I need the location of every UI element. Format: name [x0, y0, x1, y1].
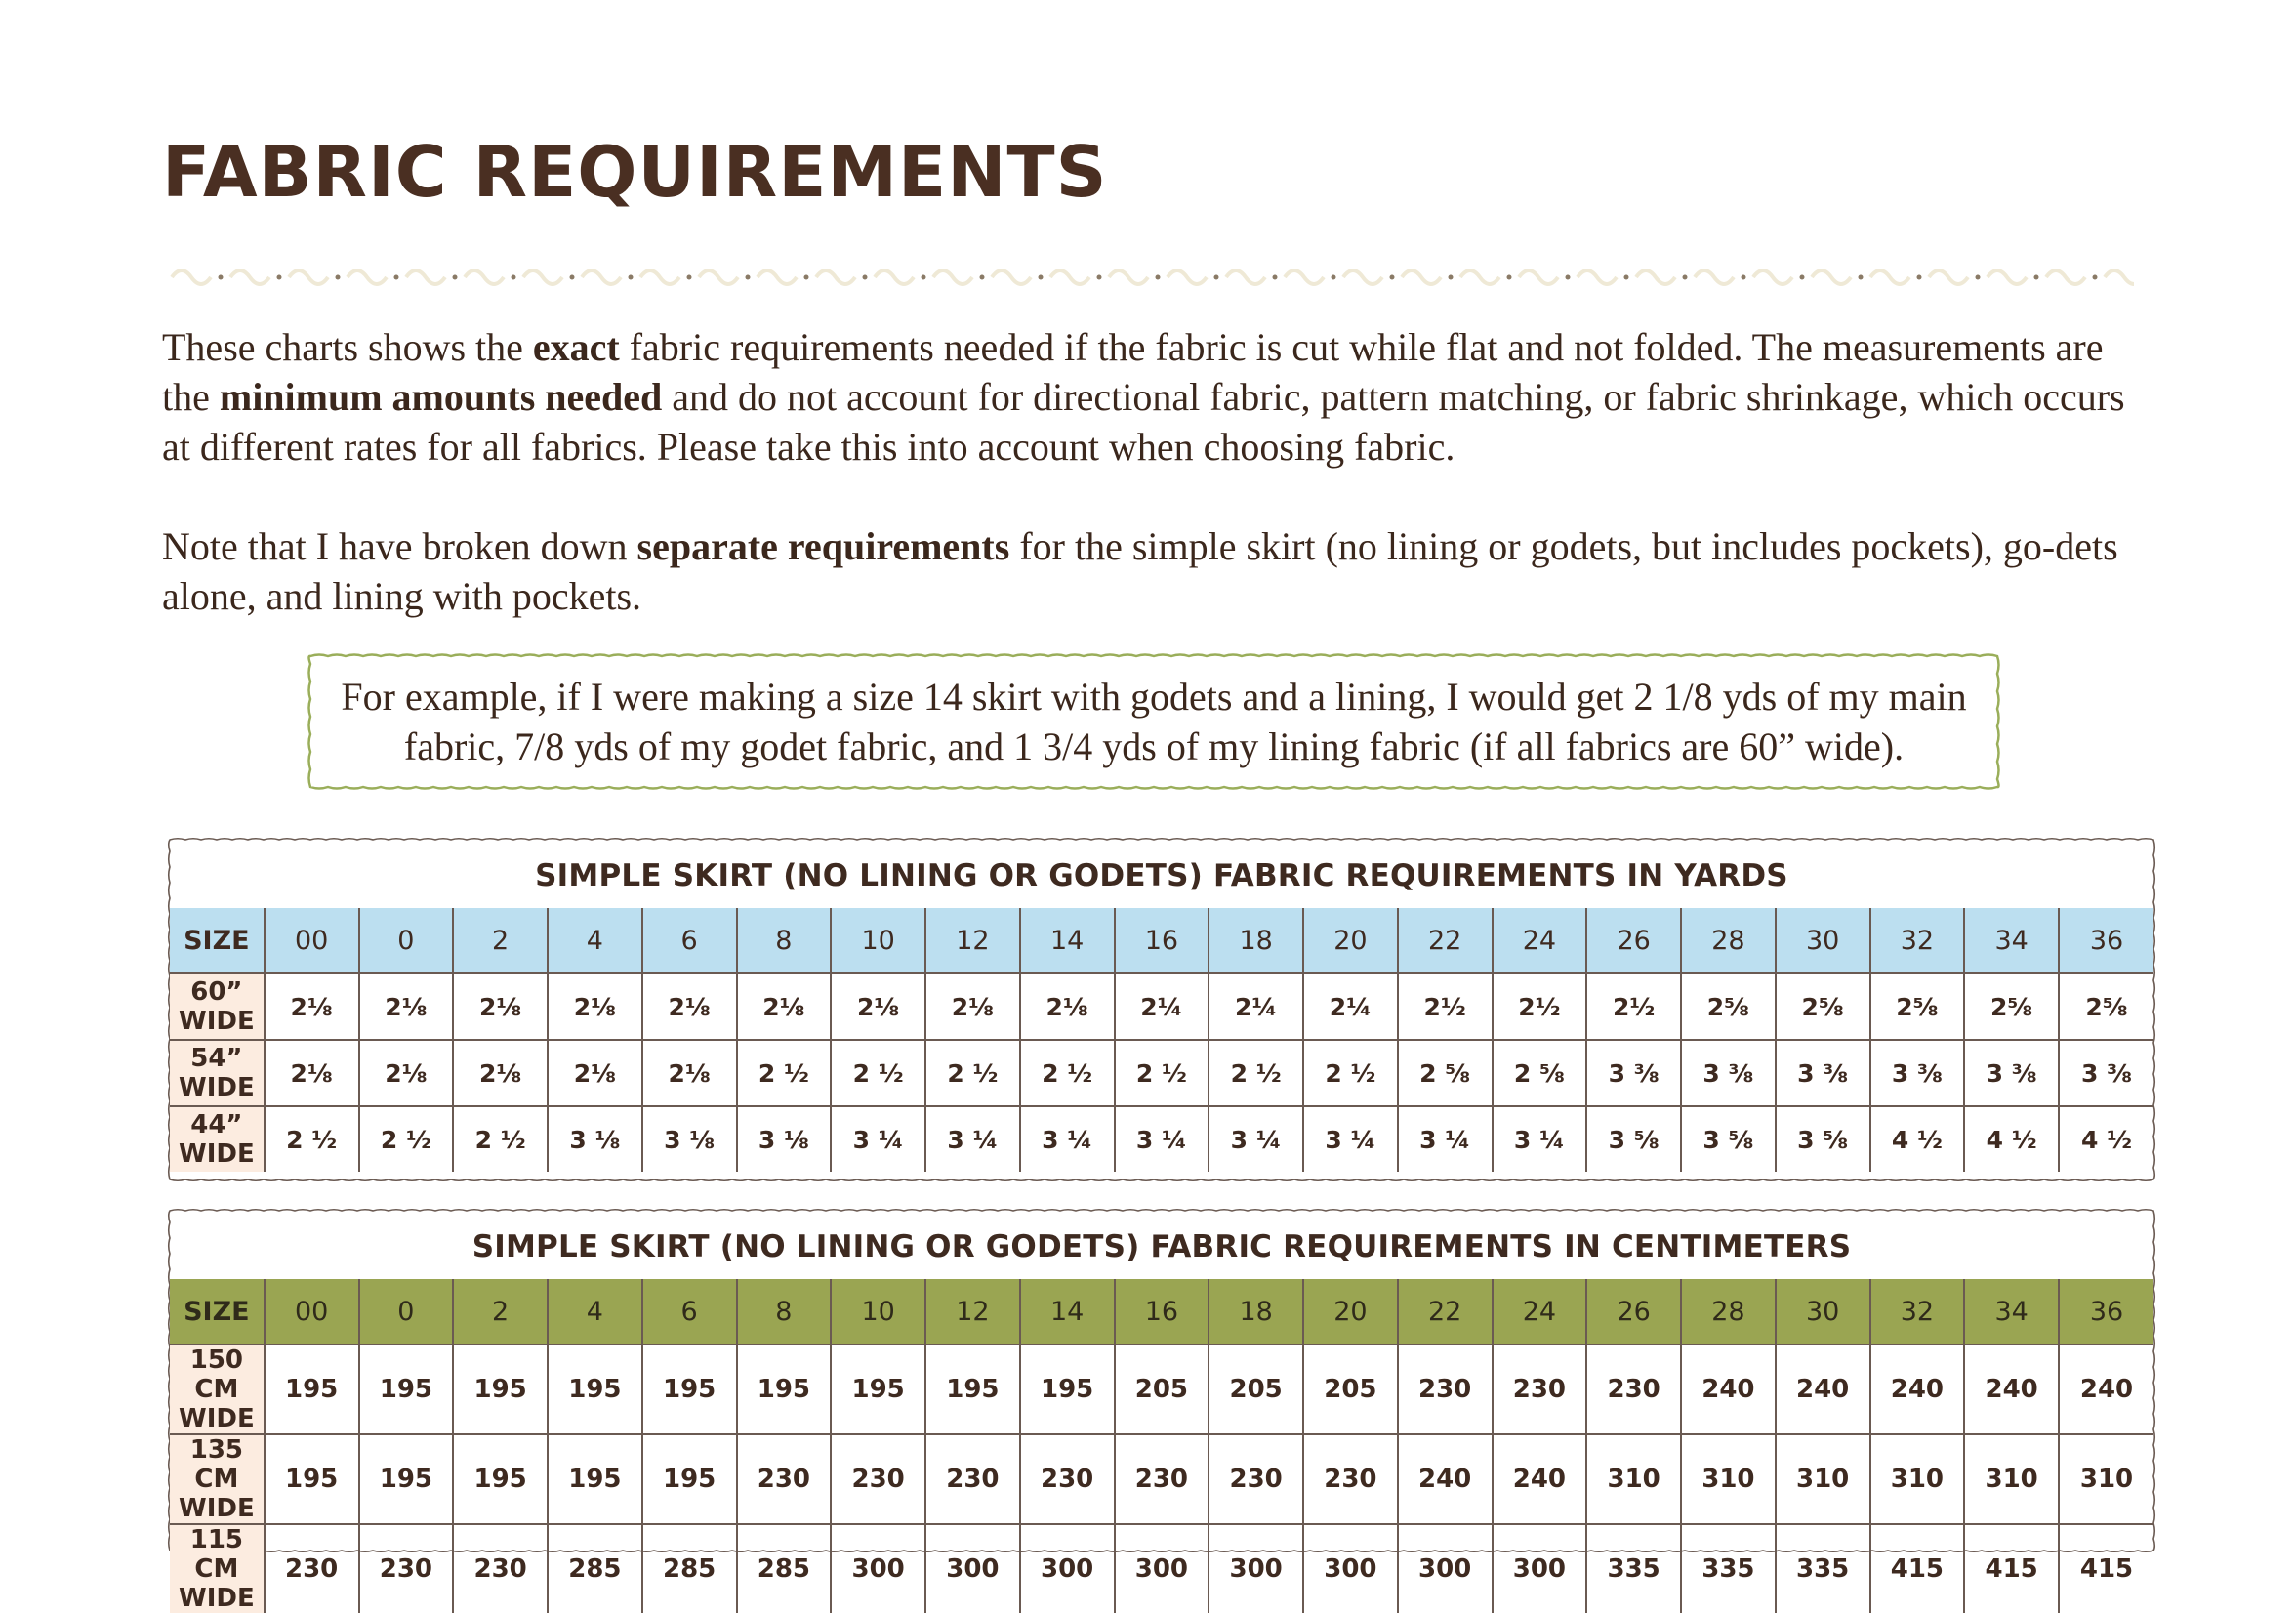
table-cell: 2¼ [1303, 973, 1398, 1040]
table-cell: 195 [1020, 1344, 1115, 1434]
size-column-header: 26 [1586, 1279, 1681, 1344]
table-cell: 240 [1493, 1434, 1587, 1524]
centimeters-table-box [166, 1207, 2157, 1613]
table-cell: 3 ¼ [1209, 1106, 1303, 1172]
table-header-row [170, 908, 2153, 973]
table-cell: 310 [2059, 1434, 2153, 1524]
table-cell: 3 ¼ [1020, 1106, 1115, 1172]
size-column-header: 20 [1303, 1279, 1398, 1344]
table-cell: 3 ⅜ [1870, 1040, 1965, 1106]
table-cell: 310 [1870, 1434, 1965, 1524]
size-column-header: 16 [1115, 908, 1210, 973]
table-cell: 195 [453, 1344, 548, 1434]
table-cell: 230 [453, 1524, 548, 1613]
table-cell: 300 [1303, 1524, 1398, 1613]
fabric-width-label: 54” WIDE [170, 1040, 265, 1106]
fabric-width-label: 150 CM WIDE [170, 1344, 265, 1434]
table-cell: 285 [548, 1524, 642, 1613]
table-row [170, 973, 2153, 1040]
table-cell: 2⅛ [925, 973, 1020, 1040]
table-cell: 2⅛ [548, 973, 642, 1040]
size-column-header: 20 [1303, 908, 1398, 973]
table-cell: 2⅛ [359, 1040, 454, 1106]
fabric-width-label: 135 CM WIDE [170, 1434, 265, 1524]
table-cell: 3 ¼ [1303, 1106, 1398, 1172]
table-cell: 2⅛ [642, 1040, 737, 1106]
table-cell: 3 ⅛ [642, 1106, 737, 1172]
size-column-header: 2 [453, 1279, 548, 1344]
size-column-header: 28 [1681, 1279, 1776, 1344]
note-paragraph: Note that I have broken down separate requirements for the simple skirt (no lining or godets, but includes pockets), go-dets alone, and lining with pockets. [162, 524, 2118, 618]
table-cell: 2⅛ [265, 1040, 359, 1106]
size-column-header: 6 [642, 1279, 737, 1344]
table-cell: 3 ⅛ [737, 1106, 832, 1172]
table-cell: 415 [2059, 1524, 2153, 1613]
table-cell: 3 ⅜ [1964, 1040, 2059, 1106]
table-cell: 3 ⅝ [1776, 1106, 1870, 1172]
table-cell: 230 [359, 1524, 454, 1613]
table-cell: 285 [737, 1524, 832, 1613]
table-cell: 310 [1776, 1434, 1870, 1524]
table-cell: 2 ½ [831, 1040, 925, 1106]
table-row [170, 1344, 2153, 1434]
table-cell: 2⅝ [1681, 973, 1776, 1040]
table-cell: 300 [1020, 1524, 1115, 1613]
table-cell: 230 [265, 1524, 359, 1613]
table-cell: 195 [265, 1344, 359, 1434]
example-callout [307, 652, 2001, 791]
size-column-header: 4 [548, 1279, 642, 1344]
size-column-header: 10 [831, 1279, 925, 1344]
table-cell: 2⅝ [1776, 973, 1870, 1040]
centimeters-table [170, 1279, 2153, 1613]
table-cell: 205 [1303, 1344, 1398, 1434]
table-cell: 195 [453, 1434, 548, 1524]
table-cell: 195 [548, 1344, 642, 1434]
table-cell: 2 ½ [925, 1040, 1020, 1106]
table-cell: 2⅛ [642, 973, 737, 1040]
table-cell: 195 [642, 1344, 737, 1434]
table-cell: 2 ½ [1020, 1040, 1115, 1106]
table-cell: 230 [1020, 1434, 1115, 1524]
table-cell: 4 ½ [2059, 1106, 2153, 1172]
table-cell: 195 [925, 1344, 1020, 1434]
table-cell: 3 ¼ [925, 1106, 1020, 1172]
table-cell: 2¼ [1209, 973, 1303, 1040]
size-column-header: 4 [548, 908, 642, 973]
table-cell: 2 ⅝ [1493, 1040, 1587, 1106]
yards-table [170, 908, 2153, 1172]
table-cell: 2½ [1398, 973, 1493, 1040]
table-cell: 2⅛ [359, 973, 454, 1040]
table-cell: 240 [1964, 1344, 2059, 1434]
table-cell: 2⅛ [453, 973, 548, 1040]
table-cell: 3 ⅜ [1681, 1040, 1776, 1106]
table-cell: 195 [831, 1344, 925, 1434]
size-column-header: 10 [831, 908, 925, 973]
table-cell: 230 [1115, 1434, 1210, 1524]
table-cell: 2 ½ [359, 1106, 454, 1172]
size-column-header: 00 [265, 1279, 359, 1344]
table-cell: 2½ [1586, 973, 1681, 1040]
table-cell: 230 [925, 1434, 1020, 1524]
table-cell: 335 [1776, 1524, 1870, 1613]
size-column-header: 32 [1870, 908, 1965, 973]
table-cell: 3 ⅝ [1681, 1106, 1776, 1172]
size-column-header: 36 [2059, 1279, 2153, 1344]
table-cell: 2⅛ [453, 1040, 548, 1106]
table-cell: 230 [1303, 1434, 1398, 1524]
table-cell: 300 [1398, 1524, 1493, 1613]
table-cell: 3 ¼ [1493, 1106, 1587, 1172]
table-cell: 230 [831, 1434, 925, 1524]
table-row [170, 1524, 2153, 1613]
size-column-header: 34 [1964, 1279, 2059, 1344]
size-column-header: 8 [737, 1279, 832, 1344]
table-cell: 3 ¼ [831, 1106, 925, 1172]
emphasis-exact: exact [532, 325, 620, 369]
table-cell: 415 [1964, 1524, 2059, 1613]
size-column-header: 14 [1020, 1279, 1115, 1344]
emphasis-minimum: minimum amounts needed [219, 375, 663, 419]
yards-table-title: SIMPLE SKIRT (NO LINING OR GODETS) FABRIC REQUIREMENTS IN YARDS [535, 858, 1788, 893]
table-cell: 2 ½ [1115, 1040, 1210, 1106]
emphasis-separate: separate requirements [636, 524, 1010, 568]
table-cell: 240 [1398, 1434, 1493, 1524]
size-column-header: 28 [1681, 908, 1776, 973]
table-cell: 415 [1870, 1524, 1965, 1613]
table-cell: 2⅛ [1020, 973, 1115, 1040]
table-cell: 2⅝ [2059, 973, 2153, 1040]
table-header-row [170, 1279, 2153, 1344]
table-cell: 2 ½ [1209, 1040, 1303, 1106]
table-cell: 240 [2059, 1344, 2153, 1434]
size-column-header: 0 [359, 908, 454, 973]
table-cell: 2⅝ [1964, 973, 2059, 1040]
table-cell: 2 ½ [453, 1106, 548, 1172]
size-column-header: 00 [265, 908, 359, 973]
table-cell: 195 [642, 1434, 737, 1524]
size-column-header: 30 [1776, 1279, 1870, 1344]
table-cell: 2¼ [1115, 973, 1210, 1040]
table-row [170, 1106, 2153, 1172]
table-cell: 2 ⅝ [1398, 1040, 1493, 1106]
table-cell: 310 [1586, 1434, 1681, 1524]
size-column-header: 8 [737, 908, 832, 973]
size-column-header: 12 [925, 1279, 1020, 1344]
size-column-header: 0 [359, 1279, 454, 1344]
table-cell: 230 [737, 1434, 832, 1524]
table-cell: 205 [1115, 1344, 1210, 1434]
table-cell: 3 ⅛ [548, 1106, 642, 1172]
fabric-width-label: 60” WIDE [170, 973, 265, 1040]
size-column-header: 24 [1493, 1279, 1587, 1344]
size-column-header: 18 [1209, 1279, 1303, 1344]
table-cell: 335 [1681, 1524, 1776, 1613]
fabric-width-label: 44” WIDE [170, 1106, 265, 1172]
table-cell: 285 [642, 1524, 737, 1613]
table-cell: 310 [1964, 1434, 2059, 1524]
table-cell: 2 ½ [1303, 1040, 1398, 1106]
table-cell: 230 [1209, 1434, 1303, 1524]
table-cell: 300 [1493, 1524, 1587, 1613]
size-column-header: 6 [642, 908, 737, 973]
size-column-header: 18 [1209, 908, 1303, 973]
table-cell: 310 [1681, 1434, 1776, 1524]
table-cell: 300 [1115, 1524, 1210, 1613]
table-cell: 3 ⅜ [1776, 1040, 1870, 1106]
table-cell: 205 [1209, 1344, 1303, 1434]
table-cell: 3 ⅜ [1586, 1040, 1681, 1106]
table-cell: 3 ¼ [1398, 1106, 1493, 1172]
table-cell: 300 [1209, 1524, 1303, 1613]
size-column-header: 22 [1398, 1279, 1493, 1344]
decorative-divider [162, 256, 2134, 295]
table-cell: 2½ [1493, 973, 1587, 1040]
table-cell: 195 [737, 1344, 832, 1434]
table-cell: 240 [1870, 1344, 1965, 1434]
table-cell: 195 [265, 1434, 359, 1524]
size-column-header: 14 [1020, 908, 1115, 973]
table-cell: 2⅝ [1870, 973, 1965, 1040]
table-cell: 4 ½ [1870, 1106, 1965, 1172]
table-cell: 230 [1493, 1344, 1587, 1434]
table-cell: 4 ½ [1964, 1106, 2059, 1172]
table-cell: 2⅛ [831, 973, 925, 1040]
size-column-header: 32 [1870, 1279, 1965, 1344]
size-column-header: 26 [1586, 908, 1681, 973]
table-cell: 3 ¼ [1115, 1106, 1210, 1172]
table-cell: 195 [548, 1434, 642, 1524]
table-cell: 2⅛ [265, 973, 359, 1040]
size-header: SIZE [170, 908, 265, 973]
callout-text: For example, if I were making a size 14 skirt with godets and a lining, I would get 2 1/8 yds of my main fabric, 7/8 yds of my godet fabric, and 1 3/4 yds of my lining fabric (if all fabrics are 60” wide). [341, 675, 1967, 768]
size-column-header: 30 [1776, 908, 1870, 973]
yards-table-box [166, 836, 2157, 1183]
size-header: SIZE [170, 1279, 265, 1344]
size-column-header: 22 [1398, 908, 1493, 973]
table-cell: 195 [359, 1434, 454, 1524]
table-cell: 300 [831, 1524, 925, 1613]
table-cell: 230 [1586, 1344, 1681, 1434]
size-column-header: 12 [925, 908, 1020, 973]
centimeters-table-title: SIMPLE SKIRT (NO LINING OR GODETS) FABRIC REQUIREMENTS IN CENTIMETERS [472, 1229, 1852, 1264]
table-cell: 195 [359, 1344, 454, 1434]
size-column-header: 16 [1115, 1279, 1210, 1344]
size-column-header: 2 [453, 908, 548, 973]
table-cell: 3 ⅝ [1586, 1106, 1681, 1172]
page-title: FABRIC REQUIREMENTS [162, 131, 1108, 213]
table-cell: 2⅛ [548, 1040, 642, 1106]
table-cell: 335 [1586, 1524, 1681, 1613]
table-cell: 2 ½ [265, 1106, 359, 1172]
size-column-header: 36 [2059, 908, 2153, 973]
table-cell: 300 [925, 1524, 1020, 1613]
fabric-width-label: 115 CM WIDE [170, 1524, 265, 1613]
table-cell: 240 [1681, 1344, 1776, 1434]
table-row [170, 1040, 2153, 1106]
table-cell: 2⅛ [737, 973, 832, 1040]
table-cell: 2 ½ [737, 1040, 832, 1106]
intro-paragraph: These charts shows the exact fabric requirements needed if the fabric is cut while flat and not folded. The measurements are the minimum amounts needed and do not account for directional fabric, pattern matching, or fabric shrinkage, which occurs at different rates for all fabrics. Please take this into account when choosing fabric. [162, 325, 2125, 469]
table-cell: 230 [1398, 1344, 1493, 1434]
table-row [170, 1434, 2153, 1524]
table-cell: 240 [1776, 1344, 1870, 1434]
table-cell: 3 ⅜ [2059, 1040, 2153, 1106]
size-column-header: 34 [1964, 908, 2059, 973]
size-column-header: 24 [1493, 908, 1587, 973]
